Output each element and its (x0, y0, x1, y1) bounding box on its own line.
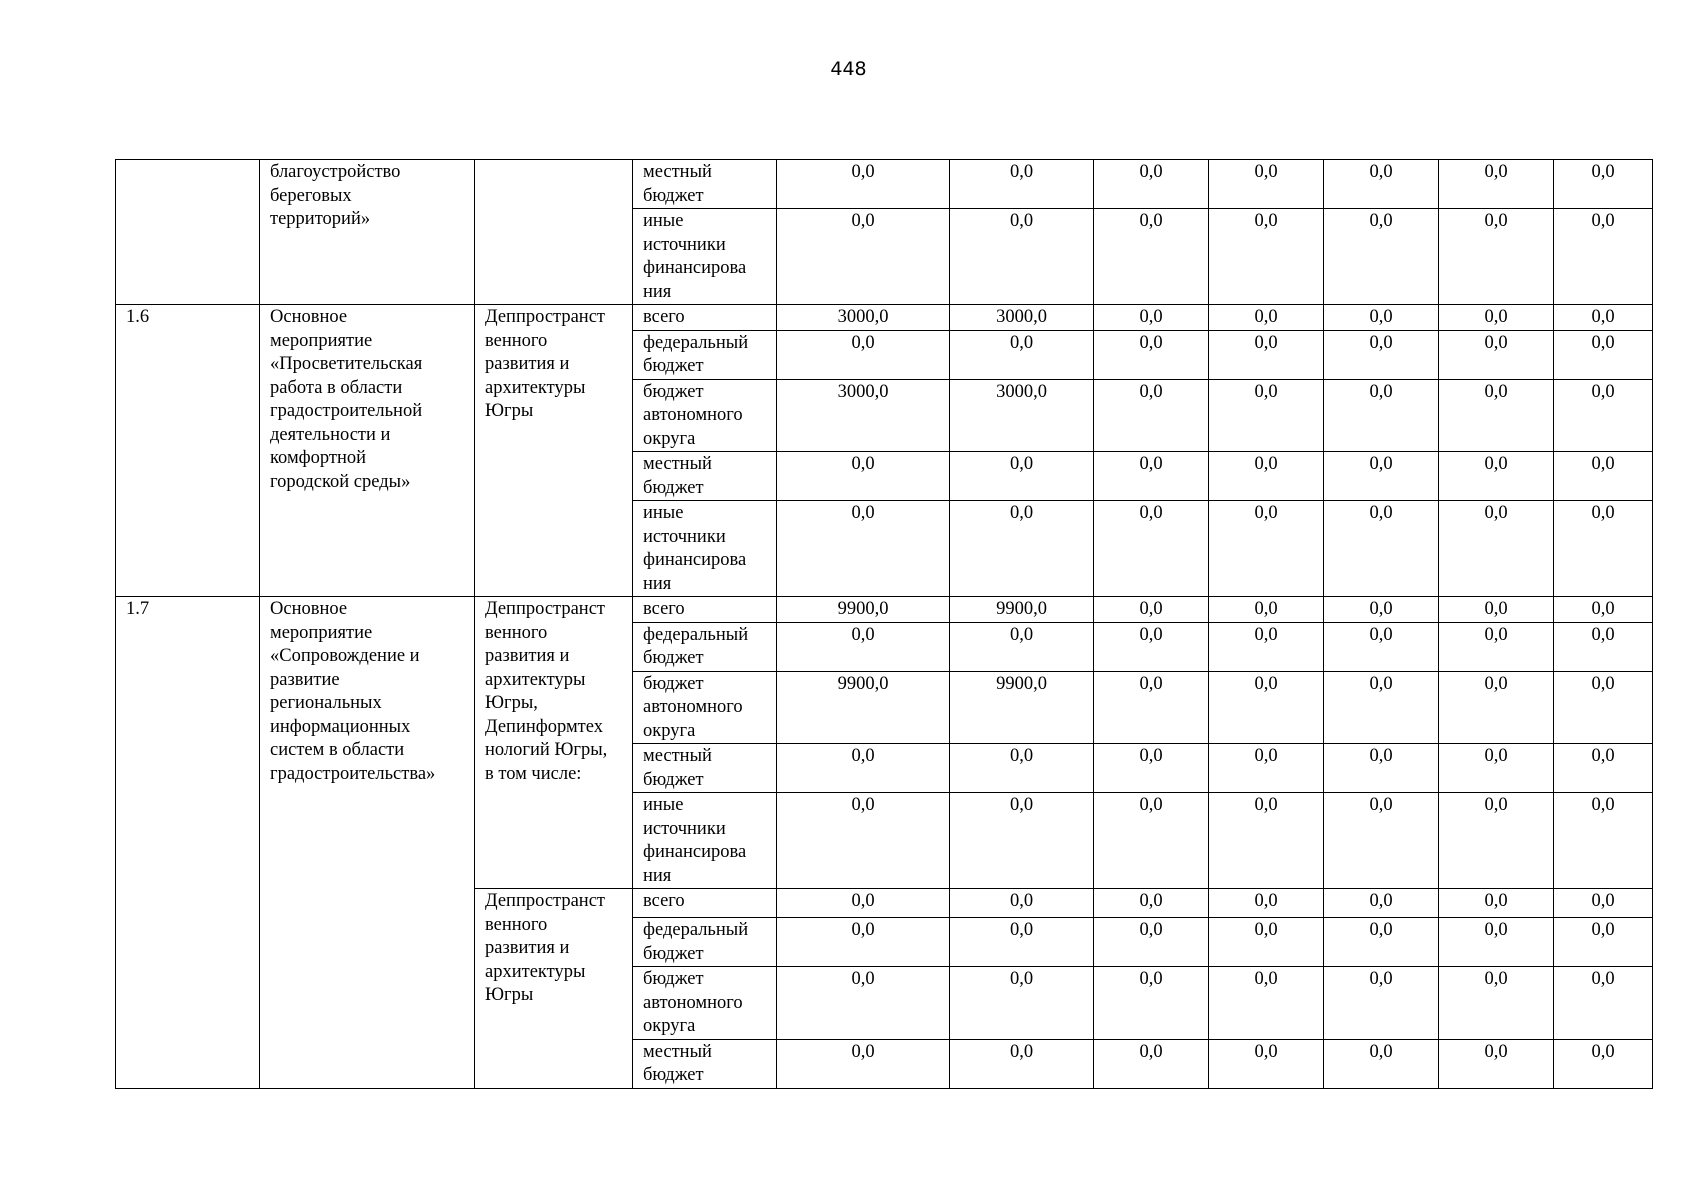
amount-cell: 0,0 (1554, 379, 1653, 452)
amount-cell: 0,0 (1209, 501, 1324, 597)
amount-cell: 0,0 (1094, 305, 1209, 331)
amount-cell: 0,0 (1324, 889, 1439, 918)
amount-cell: 0,0 (950, 967, 1094, 1040)
amount-cell: 0,0 (1209, 209, 1324, 305)
amount-cell: 0,0 (1324, 918, 1439, 967)
funding-source-cell (633, 305, 777, 331)
amount-cell: 0,0 (1209, 889, 1324, 918)
text-line: бюджет (643, 477, 704, 498)
text-line: бюджет (643, 648, 704, 668)
amount-cell: 9900,0 (777, 671, 950, 744)
funding-source-cell (633, 209, 777, 305)
amount-cell: 0,0 (1554, 452, 1653, 501)
amount-cell: 0,0 (1439, 160, 1554, 209)
amount-cell: 0,0 (1554, 209, 1653, 305)
text-line: развития и (485, 938, 570, 958)
amount-cell: 3000,0 (950, 379, 1094, 452)
text-line: городской среды» (270, 471, 411, 492)
text-line: «Сопровождение и (270, 646, 420, 666)
amount-cell: 0,0 (777, 330, 950, 379)
text-line: развития и (485, 646, 570, 666)
amount-cell: 0,0 (777, 622, 950, 671)
text-line: градостроительства» (270, 763, 436, 784)
text-line: местный (643, 746, 712, 766)
text-line: финансирова (643, 842, 747, 862)
amount-cell: 0,0 (777, 889, 950, 918)
amount-cell: 0,0 (1209, 452, 1324, 501)
amount-cell: 0,0 (1439, 597, 1554, 623)
text-line: федеральный (643, 624, 749, 645)
amount-cell: 0,0 (1324, 671, 1439, 744)
text-line: бюджет (643, 356, 704, 376)
text-line: Основное (270, 599, 348, 619)
text-line: нологий Югры, (485, 740, 608, 760)
amount-cell: 0,0 (950, 1039, 1094, 1088)
table-row (116, 160, 1653, 209)
amount-cell: 0,0 (1439, 918, 1554, 967)
text-line: венного (485, 622, 548, 643)
table-row (116, 305, 1653, 331)
text-line: иные (643, 211, 684, 231)
amount-cell: 0,0 (1209, 305, 1324, 331)
text-line: в том числе: (485, 763, 582, 784)
text-line: работа в области (270, 377, 403, 398)
text-line: бюджет (643, 769, 704, 790)
funding-source-cell (633, 967, 777, 1040)
amount-cell: 0,0 (950, 209, 1094, 305)
amount-cell: 0,0 (950, 452, 1094, 501)
text-line: «Просветительская (270, 354, 423, 374)
amount-cell: 0,0 (1324, 622, 1439, 671)
text-line: финансирова (643, 258, 747, 278)
text-line: федеральный (643, 332, 749, 353)
text-line: благоустройство (270, 162, 401, 182)
text-line: всего (643, 599, 685, 619)
amount-cell: 0,0 (777, 160, 950, 209)
text-line: Основное (270, 307, 348, 327)
funding-source-cell (633, 1039, 777, 1088)
amount-cell: 0,0 (1094, 209, 1209, 305)
amount-cell: 3000,0 (950, 305, 1094, 331)
text-line: Деппространст (485, 891, 605, 911)
amount-cell: 0,0 (777, 501, 950, 597)
activity-name-cell (260, 305, 475, 597)
amount-cell: 0,0 (1554, 330, 1653, 379)
amount-cell: 0,0 (1439, 671, 1554, 744)
text-line: бюджет (643, 943, 704, 964)
executor-cell (475, 597, 633, 889)
text-line: региональных (270, 693, 382, 713)
text-line: градостроительной (270, 401, 423, 421)
amount-cell: 0,0 (1209, 622, 1324, 671)
amount-cell: 0,0 (777, 1039, 950, 1088)
amount-cell: 0,0 (1554, 597, 1653, 623)
amount-cell: 0,0 (777, 744, 950, 793)
row-number-cell (116, 160, 260, 305)
amount-cell: 0,0 (777, 452, 950, 501)
amount-cell: 0,0 (1554, 793, 1653, 889)
amount-cell: 0,0 (1094, 889, 1209, 918)
amount-cell: 0,0 (777, 793, 950, 889)
text-line: Югры (485, 401, 534, 421)
amount-cell: 0,0 (1324, 597, 1439, 623)
amount-cell: 0,0 (1094, 379, 1209, 452)
text-line: всего (643, 891, 685, 911)
text-line: ния (643, 865, 672, 886)
text-line: Югры (485, 985, 534, 1005)
row-number-cell: 1.6 (116, 305, 260, 597)
amount-cell: 0,0 (1439, 305, 1554, 331)
text-line: Югры, (485, 693, 538, 713)
amount-cell: 0,0 (1209, 918, 1324, 967)
amount-cell: 0,0 (1439, 452, 1554, 501)
amount-cell: 0,0 (1094, 622, 1209, 671)
text-line: информационных (270, 716, 411, 737)
amount-cell: 0,0 (777, 918, 950, 967)
amount-cell: 0,0 (1439, 889, 1554, 918)
amount-cell: 0,0 (1554, 967, 1653, 1040)
amount-cell: 0,0 (950, 918, 1094, 967)
executor-cell (475, 305, 633, 597)
amount-cell: 0,0 (950, 793, 1094, 889)
text-line: источники (643, 234, 726, 255)
text-line: автономного (643, 405, 743, 425)
text-line: систем в области (270, 740, 405, 760)
funding-source-cell (633, 918, 777, 967)
amount-cell: 0,0 (1094, 501, 1209, 597)
amount-cell: 0,0 (950, 330, 1094, 379)
amount-cell: 3000,0 (777, 379, 950, 452)
amount-cell: 0,0 (1324, 379, 1439, 452)
text-line: бюджет (643, 1065, 704, 1085)
amount-cell: 0,0 (1554, 889, 1653, 918)
amount-cell: 0,0 (950, 501, 1094, 597)
text-line: развития и (485, 354, 570, 374)
funding-source-cell (633, 330, 777, 379)
funding-source-cell (633, 501, 777, 597)
amount-cell: 0,0 (1094, 918, 1209, 967)
amount-cell: 0,0 (1209, 744, 1324, 793)
amount-cell: 0,0 (1209, 1039, 1324, 1088)
amount-cell: 0,0 (1324, 452, 1439, 501)
amount-cell: 0,0 (777, 209, 950, 305)
executor-cell (475, 160, 633, 305)
table-row (116, 597, 1653, 623)
page-number: 448 (830, 58, 867, 80)
text-line: бюджет (643, 673, 704, 694)
text-line: бюджет (643, 969, 704, 989)
funding-source-cell (633, 671, 777, 744)
text-line: Деппространст (485, 599, 605, 619)
text-line: деятельности и (270, 424, 391, 445)
text-line: комфортной (270, 448, 367, 468)
amount-cell: 9900,0 (777, 597, 950, 623)
amount-cell: 0,0 (1439, 622, 1554, 671)
text-line: архитектуры (485, 377, 586, 398)
text-line: округа (643, 720, 696, 741)
row-number-cell: 1.7 (116, 597, 260, 1089)
text-line: источники (643, 818, 726, 839)
amount-cell: 0,0 (1209, 160, 1324, 209)
text-line: автономного (643, 992, 743, 1013)
funding-source-cell (633, 160, 777, 209)
text-line: территорий» (270, 209, 371, 229)
amount-cell: 0,0 (1094, 744, 1209, 793)
text-line: Депинформтех (485, 716, 603, 737)
amount-cell: 0,0 (1094, 793, 1209, 889)
amount-cell: 0,0 (950, 622, 1094, 671)
amount-cell: 0,0 (1094, 1039, 1209, 1088)
amount-cell: 0,0 (1094, 330, 1209, 379)
amount-cell: 0,0 (1439, 793, 1554, 889)
amount-cell: 0,0 (1324, 967, 1439, 1040)
amount-cell: 0,0 (1094, 967, 1209, 1040)
amount-cell: 0,0 (1554, 305, 1653, 331)
text-line: финансирова (643, 550, 747, 570)
text-line: округа (643, 1016, 696, 1036)
funding-source-cell (633, 452, 777, 501)
amount-cell: 0,0 (777, 967, 950, 1040)
amount-cell: 0,0 (1094, 671, 1209, 744)
amount-cell: 0,0 (1209, 671, 1324, 744)
text-line: местный (643, 162, 712, 182)
text-line: Деппространст (485, 307, 605, 327)
executor-cell (475, 889, 633, 1089)
funding-source-cell (633, 793, 777, 889)
text-line: местный (643, 454, 712, 474)
activity-name-cell (260, 597, 475, 1089)
funding-source-cell (633, 622, 777, 671)
funding-source-cell (633, 744, 777, 793)
amount-cell: 0,0 (1324, 1039, 1439, 1088)
amount-cell: 0,0 (950, 160, 1094, 209)
amount-cell: 0,0 (1554, 501, 1653, 597)
amount-cell: 0,0 (950, 744, 1094, 793)
amount-cell: 0,0 (1554, 671, 1653, 744)
amount-cell: 0,0 (1554, 1039, 1653, 1088)
text-line: архитектуры (485, 669, 586, 690)
text-line: венного (485, 330, 548, 351)
amount-cell: 0,0 (950, 889, 1094, 918)
text-line: бюджет (643, 381, 704, 402)
amount-cell: 0,0 (1439, 501, 1554, 597)
funding-source-cell (633, 379, 777, 452)
amount-cell: 0,0 (1209, 967, 1324, 1040)
amount-cell: 0,0 (1324, 501, 1439, 597)
amount-cell: 0,0 (1209, 793, 1324, 889)
amount-cell: 0,0 (1439, 330, 1554, 379)
amount-cell: 9900,0 (950, 597, 1094, 623)
amount-cell: 0,0 (1439, 744, 1554, 793)
amount-cell: 0,0 (1554, 160, 1653, 209)
text-line: иные (643, 503, 684, 523)
funding-source-cell (633, 597, 777, 623)
amount-cell: 0,0 (1324, 744, 1439, 793)
text-line: ния (643, 281, 672, 302)
text-line: мероприятие (270, 330, 373, 351)
amount-cell: 0,0 (1094, 452, 1209, 501)
text-line: округа (643, 428, 696, 449)
amount-cell: 0,0 (1439, 967, 1554, 1040)
amount-cell: 0,0 (1209, 330, 1324, 379)
amount-cell: 0,0 (1439, 379, 1554, 452)
activity-name-cell (260, 160, 475, 305)
amount-cell: 0,0 (1324, 793, 1439, 889)
amount-cell: 0,0 (1439, 209, 1554, 305)
text-line: ния (643, 573, 672, 594)
text-line: бюджет (643, 185, 704, 206)
text-line: иные (643, 795, 684, 815)
amount-cell: 0,0 (1554, 622, 1653, 671)
amount-cell: 0,0 (1324, 209, 1439, 305)
text-line: мероприятие (270, 622, 373, 643)
amount-cell: 0,0 (1554, 744, 1653, 793)
amount-cell: 0,0 (1324, 160, 1439, 209)
amount-cell: 0,0 (1324, 330, 1439, 379)
text-line: береговых (270, 185, 352, 206)
amount-cell: 0,0 (1094, 160, 1209, 209)
amount-cell: 0,0 (1324, 305, 1439, 331)
funding-source-cell (633, 889, 777, 918)
text-line: автономного (643, 697, 743, 717)
amount-cell: 0,0 (1209, 597, 1324, 623)
text-line: венного (485, 914, 548, 935)
amount-cell: 3000,0 (777, 305, 950, 331)
amount-cell: 0,0 (1554, 918, 1653, 967)
amount-cell: 0,0 (1439, 1039, 1554, 1088)
amount-cell: 9900,0 (950, 671, 1094, 744)
funding-table (115, 159, 1653, 1089)
amount-cell: 0,0 (1209, 379, 1324, 452)
text-line: всего (643, 307, 685, 327)
amount-cell: 0,0 (1094, 597, 1209, 623)
text-line: архитектуры (485, 961, 586, 982)
text-line: источники (643, 526, 726, 547)
text-line: развитие (270, 669, 340, 690)
text-line: федеральный (643, 920, 749, 940)
text-line: местный (643, 1041, 712, 1062)
